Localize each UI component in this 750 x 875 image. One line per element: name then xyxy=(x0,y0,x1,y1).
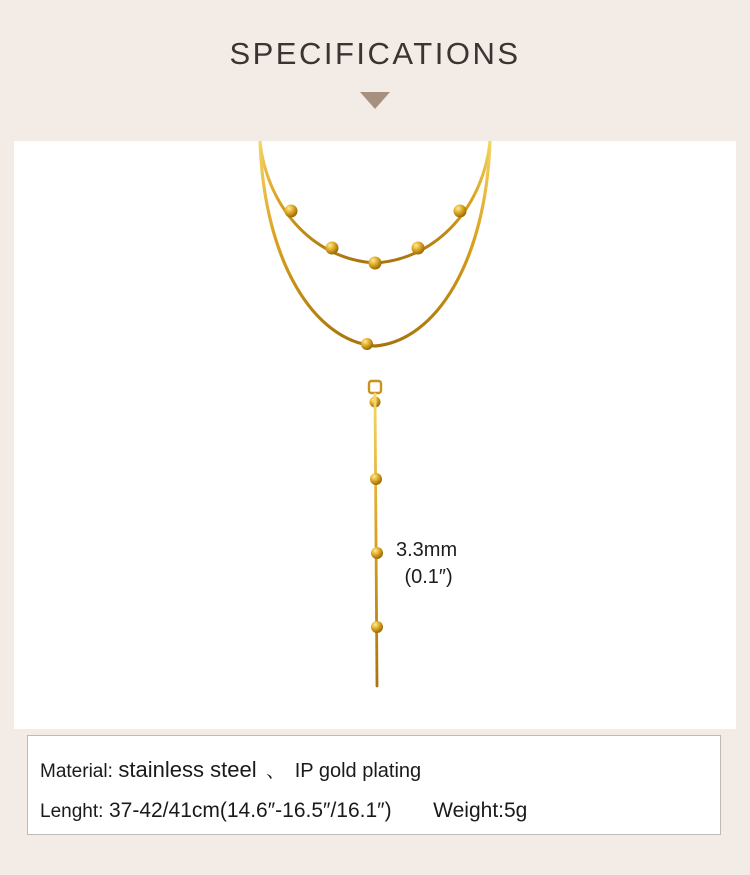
material-line xyxy=(40,756,421,783)
plating-value: IP gold plating xyxy=(294,760,422,782)
product-image-panel xyxy=(14,141,736,729)
bottom-strip xyxy=(0,848,750,875)
header-band xyxy=(0,0,750,140)
weight-value: Weight:5g xyxy=(433,799,528,822)
length-label: Lenght: xyxy=(40,801,104,822)
specs-info-box xyxy=(27,735,721,835)
material-separator: 、 xyxy=(266,761,286,782)
material-label: Material: xyxy=(40,761,113,782)
page-title: SPECIFICATIONS xyxy=(229,36,521,71)
necklace-illustration xyxy=(14,141,736,729)
caret-down-icon xyxy=(360,92,390,109)
length-value: 37-42/41cm(14.6″-16.5″/16.1″) xyxy=(108,799,392,822)
length-weight-line xyxy=(40,799,527,823)
measurement-inches: (0.1″) xyxy=(404,566,453,588)
measurement-callout xyxy=(396,537,457,591)
material-value: stainless steel xyxy=(118,757,257,782)
measurement-mm: 3.3mm xyxy=(396,539,458,561)
